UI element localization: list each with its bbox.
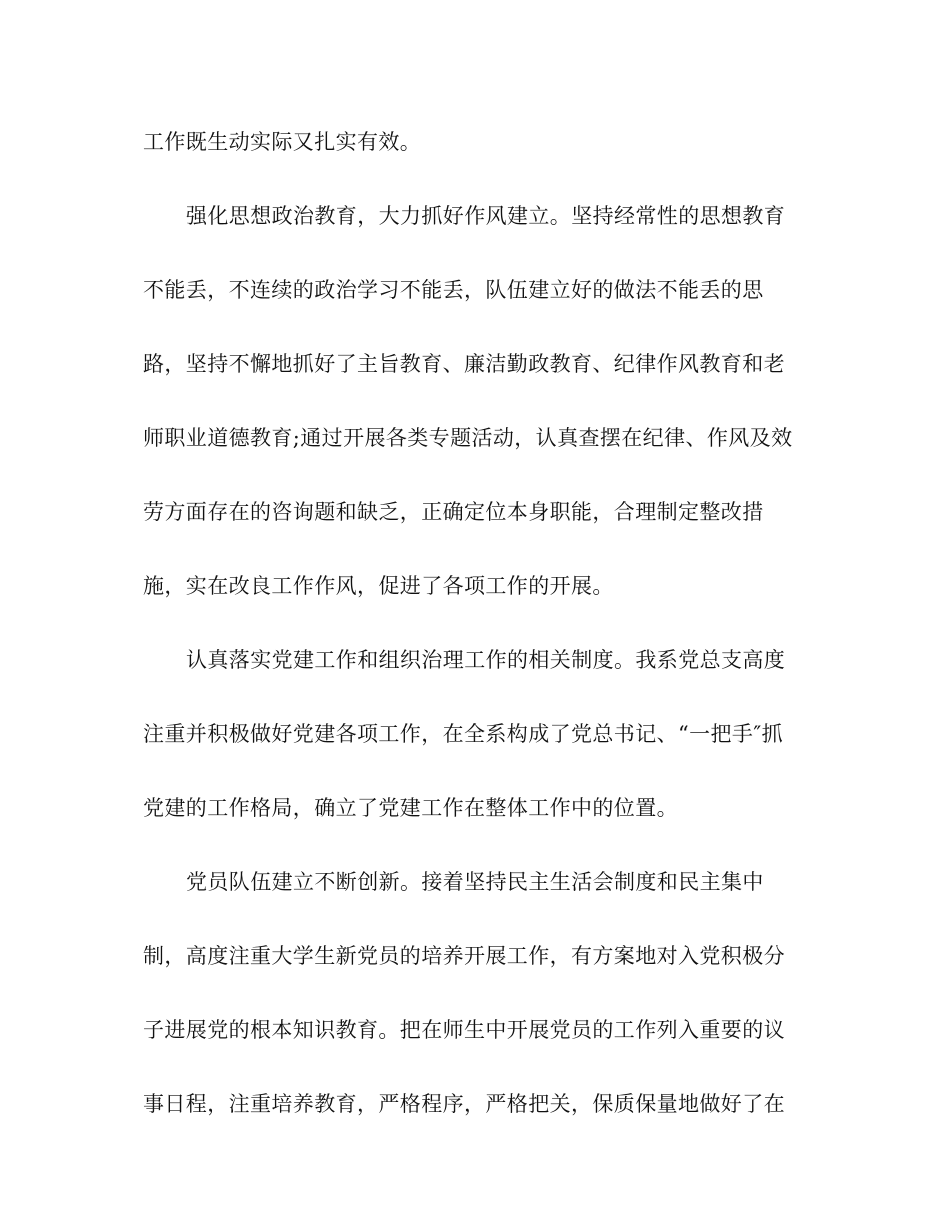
paragraph-line-8: 认真落实党建工作和组织治理工作的相关制度。我系党总支高度 [186, 648, 786, 672]
text-line-3: 不能丢，不连续的政治学习不能丢，队伍建立好的做法不能丢的思 [143, 278, 764, 302]
text-line-13: 子进展党的根本知识教育。把在师生中开展党员的工作列入重要的议 [143, 1018, 785, 1042]
text-line-9: 注重并积极做好党建各项工作，在全系构成了党总书记、“一把手″抓 [143, 722, 783, 746]
text-line-10: 党建的工作格局，确立了党建工作在整体工作中的位置。 [143, 796, 678, 820]
text-line-7: 施，实在改良工作作风，促进了各项工作的开展。 [143, 574, 614, 598]
text-line-14: 事日程，注重培养教育，严格程序，严格把关，保质保量地做好了在 [143, 1092, 785, 1116]
text-line-5: 师职业道德教育;通过开展各类专题活动，认真查摆在纪律、作风及效 [143, 426, 793, 450]
text-line-4: 路，坚持不懈地抓好了主旨教育、廉洁勤政教育、纪律作风教育和老 [143, 352, 785, 376]
text-line-12: 制，高度注重大学生新党员的培养开展工作，有方案地对入党积极分 [143, 944, 785, 968]
text-line-6: 劳方面存在的咨询题和缺乏，正确定位本身职能，合理制定整改措 [143, 500, 764, 524]
paragraph-line-11: 党员队伍建立不断创新。接着坚持民主生活会制度和民主集中 [186, 870, 764, 894]
paragraph-line-2: 强化思想政治教育，大力抓好作风建立。坚持经常性的思想教育 [186, 204, 786, 228]
text-line-1: 工作既生动实际又扎实有效。 [143, 130, 422, 154]
